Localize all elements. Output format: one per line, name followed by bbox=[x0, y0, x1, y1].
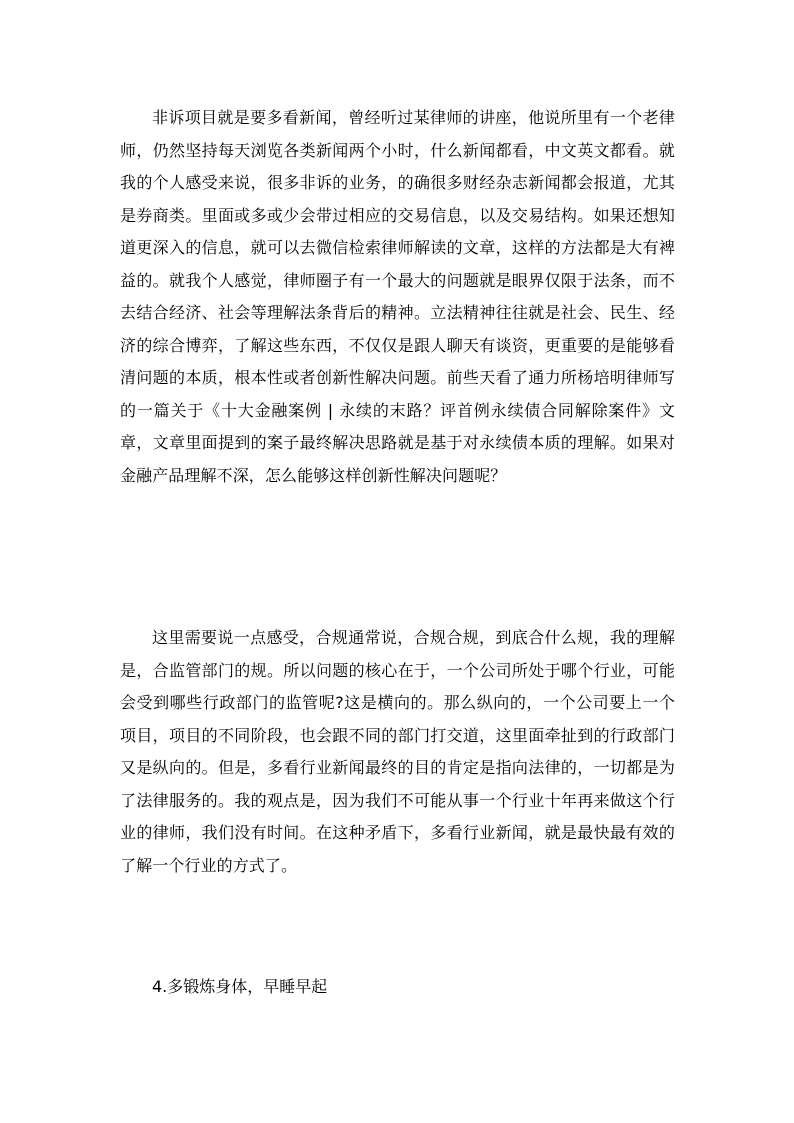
paragraph-compliance: 这里需要说一点感受，合规通常说，合规合规，到底合什么规，我的理解是，合监管部门的规。所以问题的核心在于，一个公司所处于哪个行业，可能会受到哪些行政部门的监管呢?这是横向的。那么纵向的，一个公司要上一个项目，项目的不同阶段，也会跟不同的部门打交道，这里面牵扯到的行政部门又是纵向的。但是，多看行业新闻最终的目的肯定是指向法律的，一切都是为了法律服务的。我的观点是，因为我们不可能从事一个行业十年再来做这个行业的律师，我们没有时间。在这种矛盾下，多看行业新闻，就是最快最有效的了解一个行业的方式了。 bbox=[120, 628, 675, 875]
section-heading: 4.多锻炼身体，早睡早起 bbox=[152, 977, 328, 996]
paragraph-industry-news: 非诉项目就是要多看新闻，曾经听过某律师的讲座，他说所里有一个老律师，仍然坚持每天浏览各类新闻两个小时，什么新闻都看，中文英文都看。就我的个人感受来说，很多非诉的业务，的确很多财经杂志新闻都会报道，尤其是券商类。里面或多或少会带过相应的交易信息，以及交易结构。如果还想知道更深入的信息，就可以去微信检索律师解读的文章，这样的方法都是大有裨益的。就我个人感觉，律师圈子有一个最大的问题就是眼界仅限于法条，而不去结合经济、社会等理解法条背后的精神。立法精神往往就是社会、民生、经济的综合博弈，了解这些东西，不仅仅是跟人聊天有谈资，更重要的是能够看清问题的本质，根本性或者创新性解决问题。前些天看了通力所杨培明律师写的一篇关于《十大金融案例 | 永续的末路？评首例永续债合同解除案件》文章，文章里面提到的案子最终解决思路就是基于对永续债本质的理解。如果对金融产品理解不深，怎么能够这样创新性解决问题呢？ bbox=[120, 108, 675, 485]
